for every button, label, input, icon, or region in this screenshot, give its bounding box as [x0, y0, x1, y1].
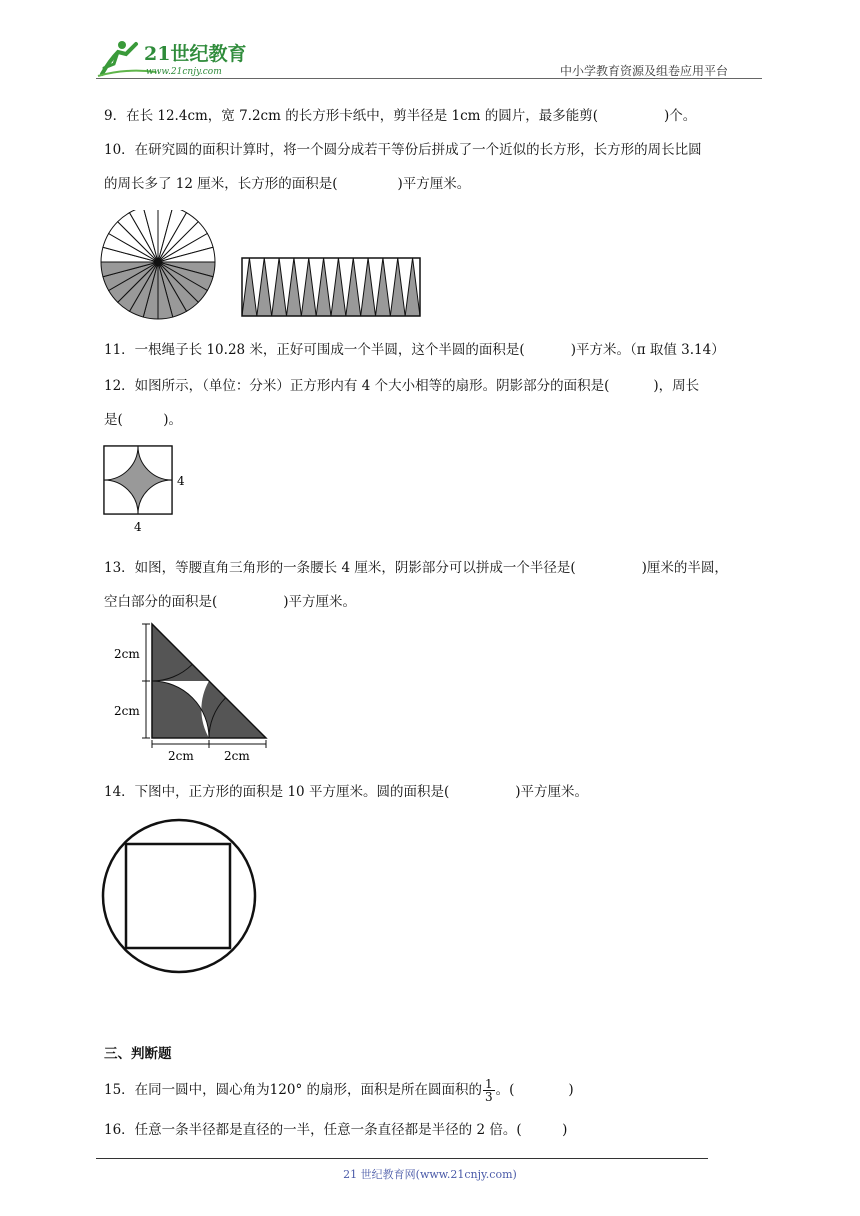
- header-divider: [96, 78, 762, 79]
- q14-figure: [100, 818, 260, 978]
- bottom-left-label: 2cm: [168, 749, 194, 763]
- q12-suffix: )，周长: [653, 378, 700, 394]
- rect-sector-shaded: [242, 258, 257, 316]
- fraction-denominator: 3: [485, 1090, 493, 1104]
- rect-sector-shaded: [272, 258, 287, 316]
- section-title-judgement: 三、判断题: [104, 1046, 172, 1062]
- q13-line2: [104, 592, 356, 612]
- q9-text: 9．在长 12.4cm，宽 7.2cm 的长方形卡纸中，剪半径是 1cm 的圆片，最多能剪(: [104, 108, 599, 124]
- q12-figure: [98, 440, 198, 536]
- q13-suffix: )厘米的半圆，: [641, 560, 728, 576]
- q13-line2-suffix: )平方厘米。: [283, 594, 357, 610]
- fraction-numerator: 1: [485, 1077, 493, 1091]
- rect-sector-shaded: [376, 258, 391, 316]
- q14-text: 14．下图中，正方形的面积是 10 平方厘米。圆的面积是(: [104, 784, 450, 800]
- q13-figure: [108, 618, 278, 766]
- rect-sector-shaded: [316, 258, 331, 316]
- circle-center: [154, 258, 162, 266]
- fraction-one-third: [483, 1078, 495, 1103]
- q10-line2: [104, 174, 470, 194]
- question-15: [104, 1078, 574, 1103]
- left-lower-label: 2cm: [114, 704, 140, 718]
- question-9: [104, 106, 696, 126]
- question-16[interactable]: 16．任意一条半径都是直径的一半，任意一条直径都是半径的 2 倍。( ): [104, 1122, 568, 1138]
- q10-line1: 10．在研究圆的面积计算时，将一个圆分成若干等份后拼成了一个近似的长方形，长方形的周长比圆: [104, 142, 702, 158]
- site-logo: [96, 38, 266, 78]
- q9-suffix: )个。: [664, 108, 697, 124]
- rect-sector-shaded: [331, 258, 346, 316]
- q13-line2-text: 空白部分的面积是(: [104, 594, 218, 610]
- rect-sector-shaded: [346, 258, 361, 316]
- rect-sector-shaded: [405, 258, 420, 316]
- side-length-label: 4: [177, 474, 185, 488]
- q12-text: 12．如图所示，（单位：分米）正方形内有 4 个大小相等的扇形。阴影部分的面积是(: [104, 378, 610, 394]
- rect-sector-shaded: [301, 258, 316, 316]
- rect-sector-shaded: [257, 258, 272, 316]
- sector-circle-diagram: [101, 210, 215, 319]
- q15-answer-bracket[interactable]: 。( ): [495, 1082, 574, 1098]
- logo-url: www.21cnjy.com: [146, 67, 222, 77]
- q13-line1: [104, 558, 728, 578]
- q11-text: 11．一根绳子长 10.28 米，正好可围成一个半圆，这个半圆的面积是(: [104, 342, 525, 358]
- q10-text: 的周长多了 12 厘米，长方形的面积是(: [104, 176, 338, 192]
- q12-line1: [104, 376, 699, 396]
- left-upper-label: 2cm: [114, 647, 140, 661]
- q11-suffix: )平方米。（π 取值 3.14）: [570, 342, 725, 358]
- q13-text: 13．如图，等腰直角三角形的一条腰长 4 厘米，阴影部分可以拼成一个半径是(: [104, 560, 576, 576]
- q12-line2: 是( )。: [104, 412, 183, 428]
- bottom-right-label: 2cm: [224, 749, 250, 763]
- approximate-rectangle-diagram: [242, 258, 420, 316]
- rect-sector-shaded: [287, 258, 302, 316]
- header-platform-text: 中小学教育资源及组卷应用平台: [560, 64, 729, 78]
- q10-figure: [98, 210, 428, 330]
- bottom-length-label: 4: [134, 520, 142, 534]
- q14-suffix: )平方厘米。: [515, 784, 588, 800]
- footer-divider: [96, 1158, 708, 1159]
- rect-sector-shaded: [361, 258, 376, 316]
- rect-sector-shaded: [390, 258, 405, 316]
- q15-text: 15．在同一圆中，圆心角为120° 的扇形，面积是所在圆面积的: [104, 1082, 482, 1098]
- logo-title: 21世纪教育: [144, 43, 247, 65]
- inner-square: [126, 844, 230, 948]
- question-11: [104, 340, 725, 360]
- footer-site-link[interactable]: 21 世纪教育网(www.21cnjy.com): [343, 1168, 517, 1181]
- question-14: [104, 782, 588, 802]
- q10-suffix: )平方厘米。: [397, 176, 471, 192]
